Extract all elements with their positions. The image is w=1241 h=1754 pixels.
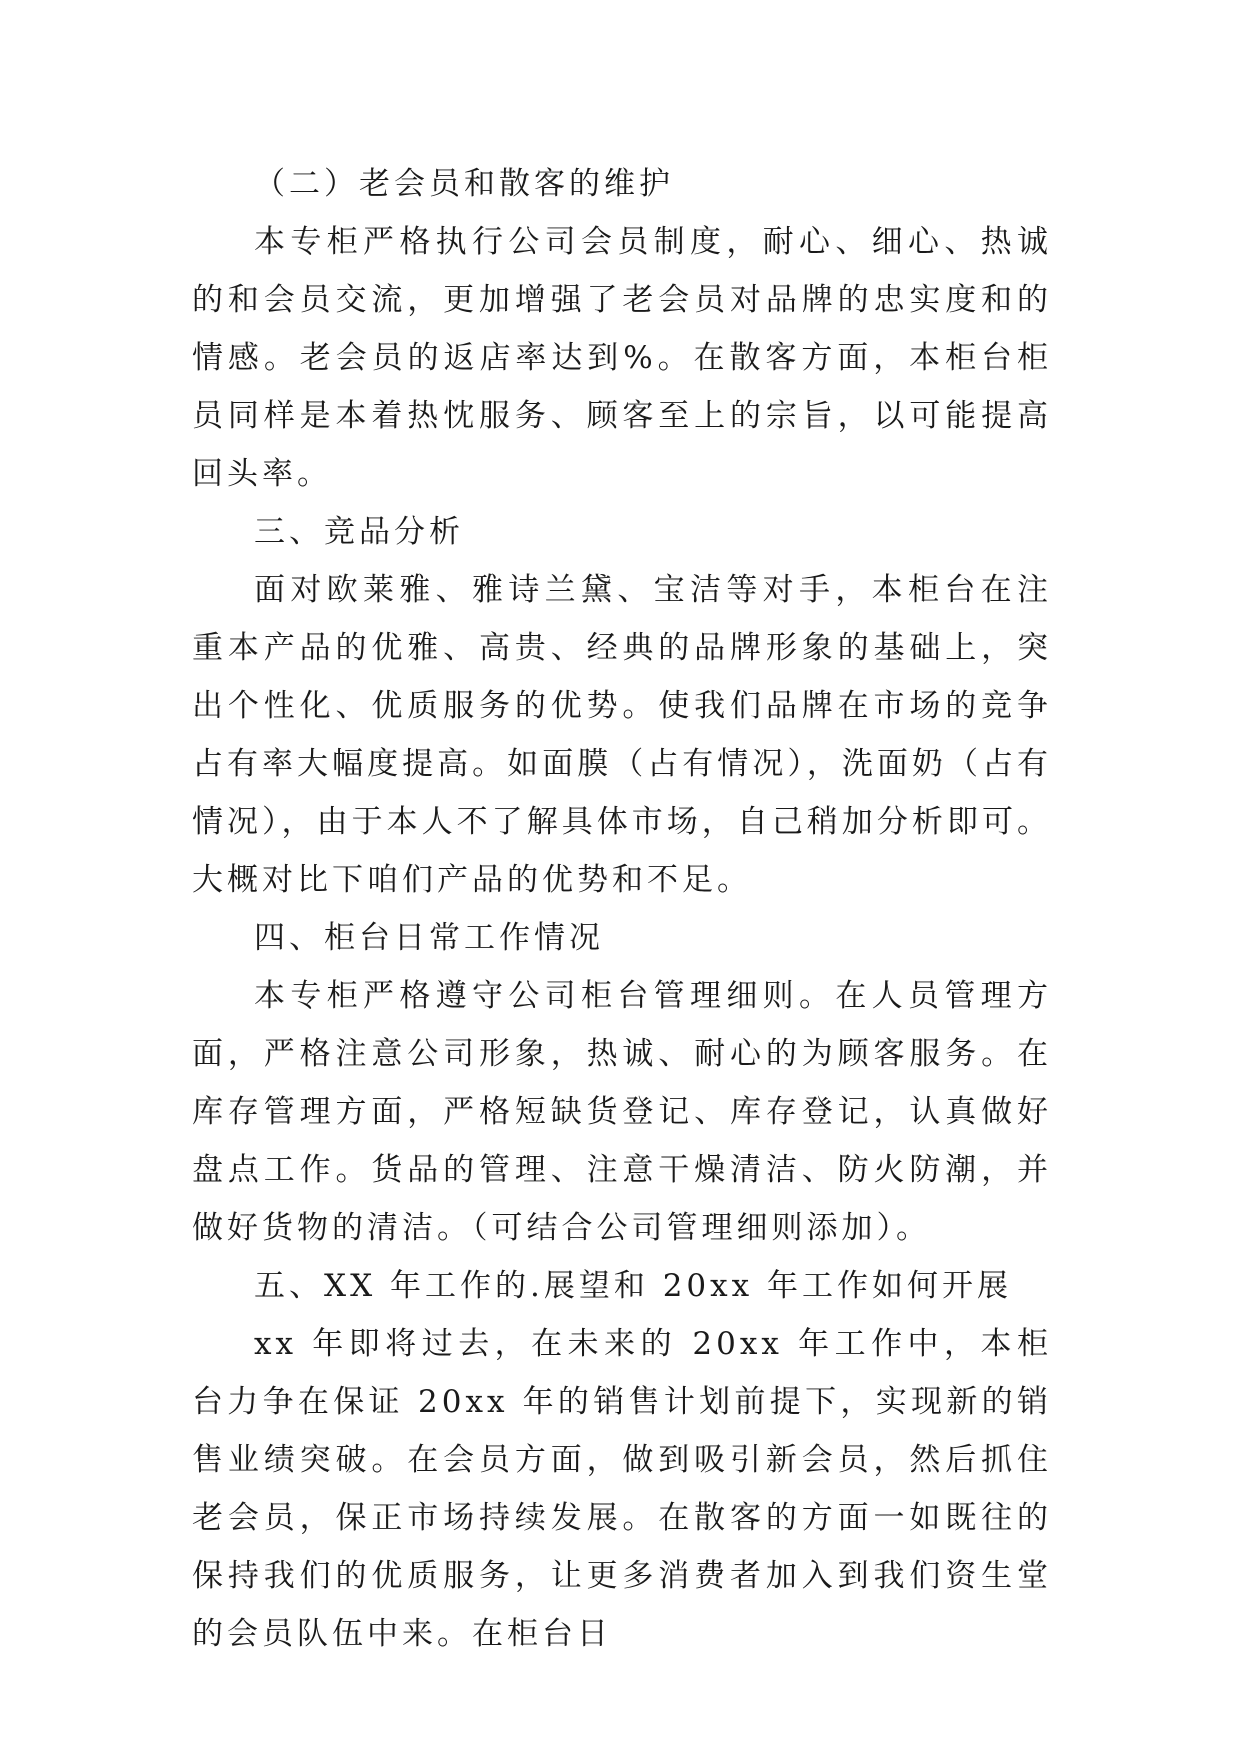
section-3-paragraph: 面对欧莱雅、雅诗兰黛、宝洁等对手，本柜台在注重本产品的优雅、高贵、经典的品牌形象的基础上，突出个性化、优质服务的优势。使我们品牌在市场的竞争占有率大幅度提高。如面膜（占有情况），洗面奶（占有情况），由于本人不了解具体市场，自己稍加分析即可。大概对比下咱们产品的优势和不足。 [192, 572, 1052, 898]
document-body [192, 155, 1052, 1663]
section-4-paragraph: 本专柜严格遵守公司柜台管理细则。在人员管理方面，严格注意公司形象，热诚、耐心的为顾客服务。在库存管理方面，严格短缺货登记、库存登记，认真做好盘点工作。货品的管理、注意干燥清洁、防火防潮，并做好货物的清洁。（可结合公司管理细则添加）。 [192, 978, 1052, 1246]
section-4-heading: 四、柜台日常工作情况 [254, 920, 604, 956]
section-5-paragraph: xx 年即将过去，在未来的 20xx 年工作中，本柜台力争在保证 20xx 年的销售计划前提下，实现新的销售业绩突破。在会员方面，做到吸引新会员，然后抓住老会员，保正市场持续发展。在散客的方面一如既往的保持我们的优质服务，让更多消费者加入到我们资生堂的会员队伍中来。在柜台日 [192, 1326, 1052, 1652]
section-2-heading: （二）老会员和散客的维护 [254, 166, 674, 202]
section-3-heading: 三、竞品分析 [254, 514, 464, 550]
section-5-heading: 五、XX 年工作的.展望和 20xx 年工作如何开展 [254, 1268, 1012, 1304]
section-2-paragraph: 本专柜严格执行公司会员制度，耐心、细心、热诚的和会员交流，更加增强了老会员对品牌的忠实度和的情感。老会员的返店率达到%。在散客方面，本柜台柜员同样是本着热忱服务、顾客至上的宗旨，以可能提高回头率。 [192, 224, 1052, 492]
